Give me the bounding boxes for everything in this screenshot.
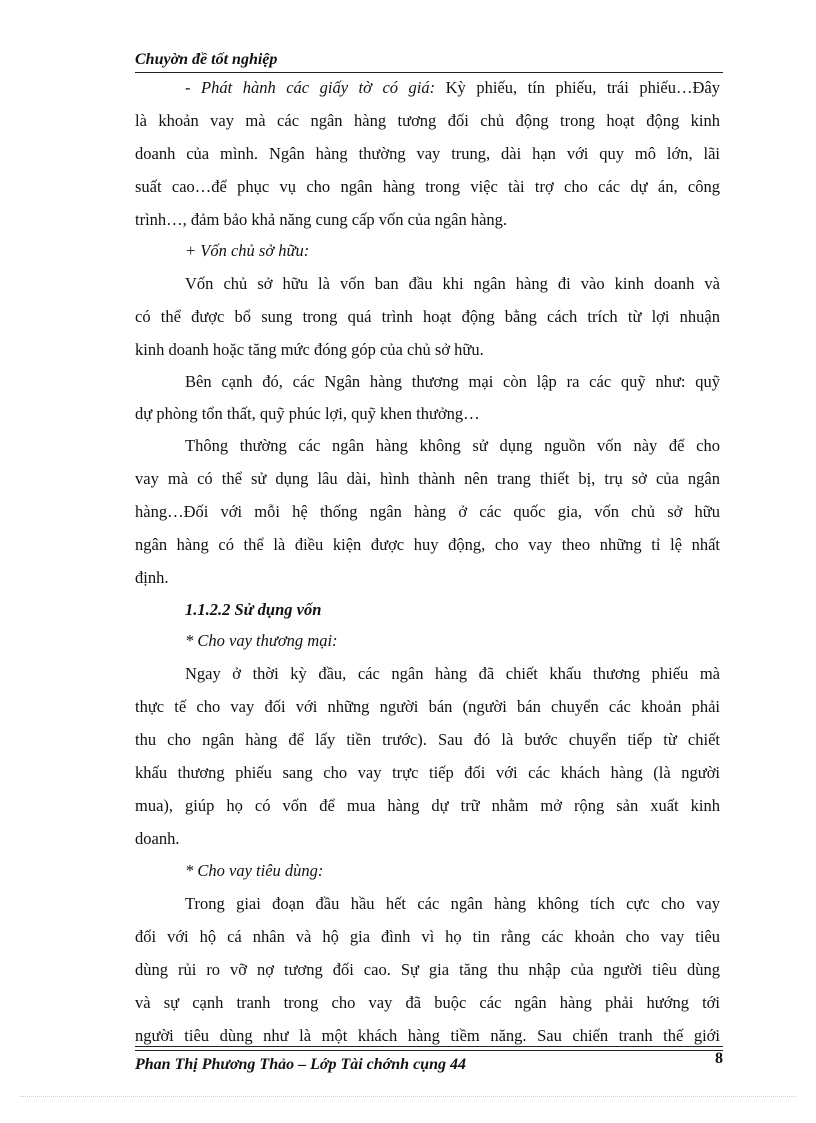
- footer-divider: [135, 1046, 723, 1047]
- footer-divider: [135, 1050, 723, 1051]
- text-line: Bên cạnh đó, các Ngân hàng thương mại còn lập ra các quỹ như: quỹ: [185, 372, 720, 391]
- text-line: định.: [135, 568, 169, 587]
- list-dash: -: [185, 78, 202, 97]
- text-line: vay mà có thể sử dụng lâu dài, hình thành nên trang thiết bị, trụ sở của ngân: [135, 469, 720, 488]
- text-line: khấu thương phiếu sang cho vay trực tiếp đối với các khách hàng (là người: [135, 763, 720, 782]
- text-line: có thể được bổ sung trong quá trình hoạt động bằng cách trích từ lợi nhuận: [135, 307, 720, 326]
- text-line: và sự cạnh tranh trong cho vay đã buộc các ngân hàng phải hướng tới: [135, 993, 720, 1012]
- section-subheading: * Cho vay tiêu dùng:: [185, 861, 324, 880]
- item-text: Kỳ phiếu, tín phiếu, trái phiếu…Đây: [435, 78, 720, 97]
- text-line: doanh của mình. Ngân hàng thường vay trung, dài hạn với quy mô lớn, lãi: [135, 144, 720, 163]
- section-subheading: * Cho vay thương mại:: [185, 631, 338, 650]
- text-line: kinh doanh hoặc tăng mức đóng góp của chủ sở hữu.: [135, 340, 484, 359]
- text-line: mua), giúp họ có vốn để mua hàng dự trữ nhằm mở rộng sản xuất kinh: [135, 796, 720, 815]
- text-line: đối với hộ cá nhân và hộ gia đình vì họ tin rằng các khoản cho vay tiêu: [135, 927, 720, 946]
- text-line: thực tế cho vay đối với những người bán (người bán chuyển các khoản phải: [135, 697, 720, 716]
- page-header: [135, 50, 723, 70]
- text-line: Ngay ở thời kỳ đầu, các ngân hàng đã chiết khấu thương phiếu mà: [185, 664, 720, 683]
- text-line: [185, 72, 720, 104]
- text-line: trình…, đảm bảo khả năng cung cấp vốn của ngân hàng.: [135, 210, 508, 229]
- text-line: ngân hàng có thể là điều kiện được huy động, cho vay theo những tỉ lệ nhất: [135, 535, 720, 554]
- text-line: thu cho ngân hàng để lấy tiền trước). Sau đó là bước chuyển tiếp từ chiết: [135, 730, 720, 749]
- text-line: là khoản vay mà các ngân hàng tương đối chủ động trong hoạt động kinh: [135, 111, 720, 130]
- text-line: dùng rủi ro vỡ nợ tương đối cao. Sự gia tăng thu nhập của người tiêu dùng: [135, 960, 720, 979]
- text-line: dự phòng tổn thất, quỹ phúc lợi, quỹ khen thưởng…: [135, 404, 480, 423]
- text-line: doanh.: [135, 829, 180, 848]
- section-heading: 1.1.2.2 Sử dụng vốn: [185, 600, 322, 619]
- header-title: Chuyờn đề tốt nghiệp: [135, 51, 278, 68]
- text-line: suất cao…để phục vụ cho ngân hàng trong việc tài trợ cho các dự án, công: [135, 177, 720, 196]
- footer-author: Phan Thị Phương Thảo – Lớp Tài chớnh cụng 44: [135, 1056, 466, 1073]
- section-subheading: + Vốn chủ sở hữu:: [185, 241, 310, 260]
- text-line: Thông thường các ngân hàng không sử dụng nguồn vốn này để cho: [185, 436, 720, 455]
- page-edge-dotted-line: [20, 1096, 796, 1097]
- page-number: 8: [715, 1050, 723, 1067]
- text-line: người tiêu dùng như là một khách hàng tiềm năng. Sau chiến tranh thế giới: [135, 1026, 720, 1045]
- text-line: hàng…Đối với mỗi hệ thống ngân hàng ở các quốc gia, vốn chủ sở hữu: [135, 502, 720, 521]
- item-heading: Phát hành các giấy tờ có giá:: [201, 78, 436, 97]
- text-line: Trong giai đoạn đầu hầu hết các ngân hàng không tích cực cho vay: [185, 894, 720, 913]
- text-line: Vốn chủ sở hữu là vốn ban đầu khi ngân hàng đi vào kinh doanh và: [185, 274, 720, 293]
